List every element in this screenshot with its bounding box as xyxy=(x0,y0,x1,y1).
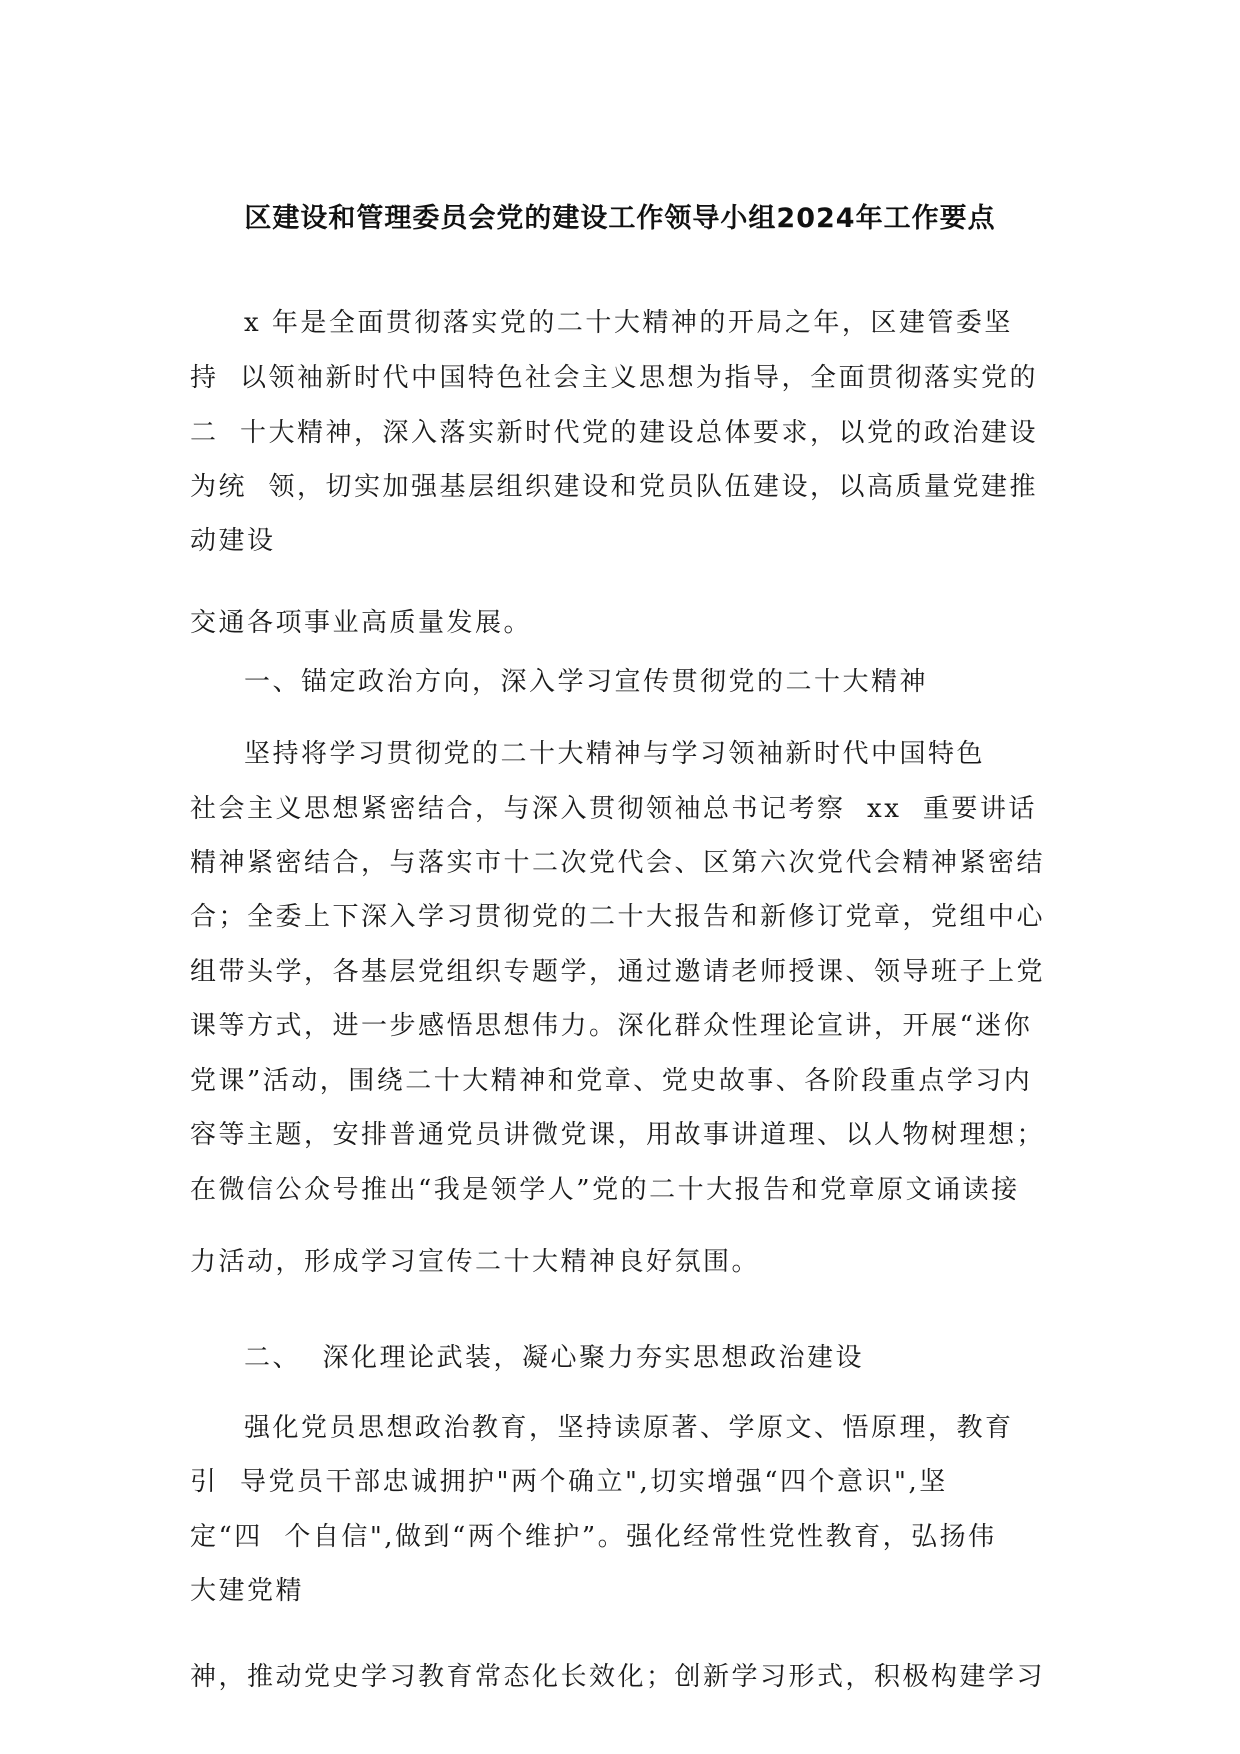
body-line: 大建党精 xyxy=(190,1576,305,1606)
body-line: 课等方式，进一步感悟思想伟力。深化群众性理论宣讲，开展“迷你 xyxy=(190,1011,1033,1041)
body-line: 交通各项事业高质量发展。 xyxy=(190,608,533,638)
body-line: x 年是全面贯彻落实党的二十大精神的开局之年，区建管委坚 xyxy=(244,308,1013,338)
body-line: 党课”活动，围绕二十大精神和党章、党史故事、各阶段重点学习内 xyxy=(190,1066,1033,1096)
body-line: 容等主题，安排普通党员讲微党课，用故事讲道理、以人物树理想； xyxy=(190,1120,1046,1150)
body-line: 动建设 xyxy=(190,526,276,556)
body-line: 强化党员思想政治教育，坚持读原著、学原文、悟原理，教育 xyxy=(244,1413,1014,1443)
body-line: 力活动，形成学习宣传二十大精神良好氛围。 xyxy=(190,1247,761,1277)
body-line: 在微信公众号推出“我是领学人”党的二十大报告和党章原文诵读接 xyxy=(190,1175,1020,1205)
body-line: 组带头学，各基层党组织专题学，通过邀请老师授课、领导班子上党 xyxy=(190,957,1046,987)
body-line: 神，推动党史学习教育常态化长效化；创新学习形式，积极构建学习 xyxy=(190,1662,1046,1692)
document-title: 区建设和管理委员会党的建设工作领导小组2024年工作要点 xyxy=(244,203,996,234)
body-line: 合；全委上下深入学习贯彻党的二十大报告和新修订党章，党组中心 xyxy=(190,902,1046,932)
section-heading: 一、锚定政治方向，深入学习宣传贯彻党的二十大精神 xyxy=(244,667,929,697)
body-line: 引 导党员干部忠诚拥护"两个确立",切实增强“四个意识",坚 xyxy=(190,1467,948,1497)
body-line: 二 十大精神，深入落实新时代党的建设总体要求，以党的政治建设 xyxy=(190,418,1039,448)
body-line: 持 以领袖新时代中国特色社会主义思想为指导，全面贯彻落实党的 xyxy=(190,363,1039,393)
body-line: 精神紧密结合，与落实市十二次党代会、区第六次党代会精神紧密结 xyxy=(190,848,1046,878)
body-line: 坚持将学习贯彻党的二十大精神与学习领袖新时代中国特色 xyxy=(244,739,986,769)
body-line: 定“四 个自信",做到“两个维护”。强化经常性党性教育，弘扬伟 xyxy=(190,1522,997,1552)
body-line: 为统 领，切实加强基层组织建设和党员队伍建设，以高质量党建推 xyxy=(190,472,1039,502)
section-heading: 二、 深化理论武装，凝心聚力夯实思想政治建设 xyxy=(244,1343,865,1373)
body-line: 社会主义思想紧密结合，与深入贯彻领袖总书记考察 xx 重要讲话 xyxy=(190,794,1037,824)
